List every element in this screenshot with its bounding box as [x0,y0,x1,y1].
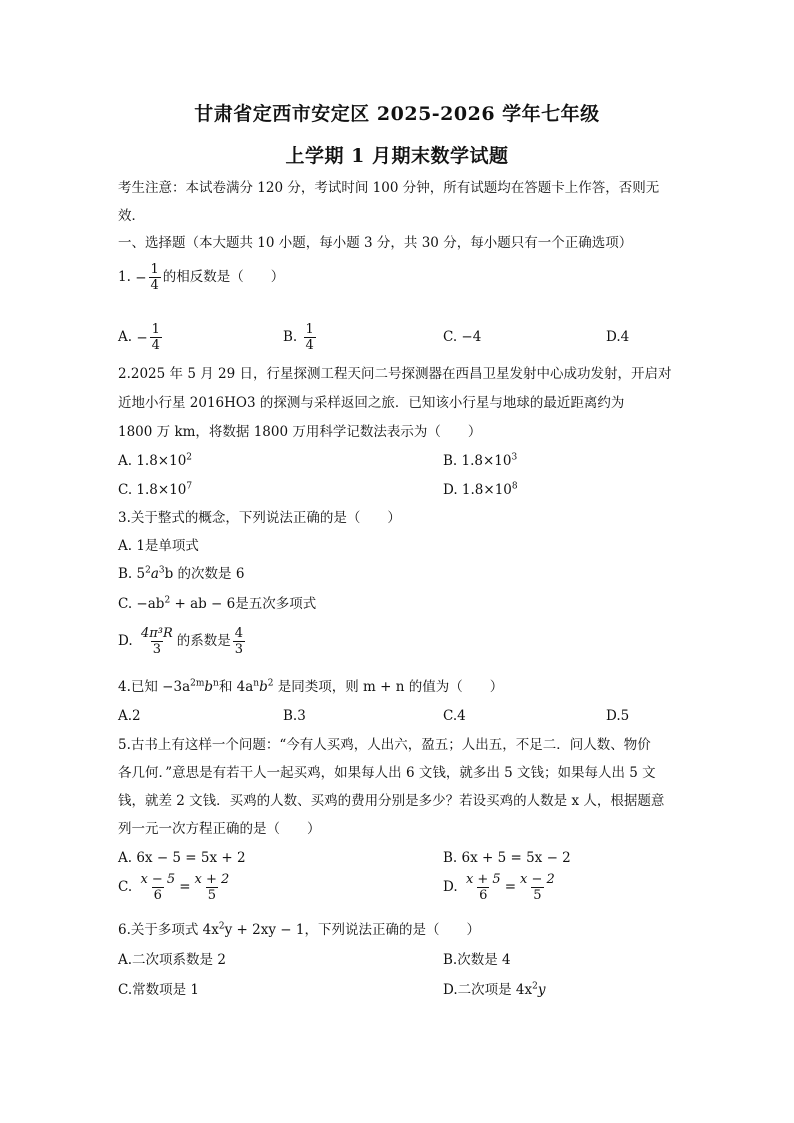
q6-option-b: B.次数是 4 [443,952,511,968]
q3-d-mid: 的系数是 [176,633,231,649]
q5-c-rd: 5 [207,888,217,903]
q6-stem [118,920,678,940]
q1-option-a-den: 4 [151,338,160,353]
notice-line-1: 考生注意：本试卷满分 120 分，考试时间 100 分钟，所有试题均在答题卡上作答，否则无 [118,180,660,196]
q2-option-b-base: B. 1.8×10 [443,453,512,469]
q2-option-a-exp: 2 [186,452,193,463]
q5-d-label: D. [443,879,458,895]
q3-option-b [118,564,244,584]
q6-option-a: A.二次项系数是 2 [118,952,226,968]
q1-option-a-label: A. [118,329,133,345]
q5-line-1: 5.古书上有这样一个问题：“今有人买鸡，人出六，盈五；人出五，不足二．问人数、物价 [118,737,651,753]
q3-option-a: A. 1是单项式 [118,538,199,554]
q5-line-2: 各几何．”意思是有若干人一起买鸡，如果每人出 6 文钱，就多出 5 文钱；如果每人出 5 文 [118,765,656,781]
q2-option-b [443,451,517,471]
q3-d-label: D. [118,633,133,649]
q4-option-c: C.4 [443,708,466,724]
notice-line-2: 效． [118,208,145,224]
q4-pre: 4.已知 −3a [118,679,191,695]
q5-d-rn: x − 2 [520,872,555,887]
q4-e4: 2 [267,678,274,689]
q3-b-e1: 2 [145,565,151,576]
q3-option-d [118,626,247,657]
q1-option-a-frac [150,322,162,353]
q3-b-post: b 的次数是 6 [164,566,245,582]
q3-option-c [118,594,316,614]
q1-stem-text: 的相反数是（ ） [162,269,285,285]
title-line-1: 甘肃省定西市安定区 2025-2026 学年七年级 [194,103,600,125]
q2-option-d-base: D. 1.8×10 [443,482,512,498]
title-line-2: 上学期 1 月期末数学试题 [285,145,509,167]
q6-option-c: C.常数项是 1 [118,982,200,998]
q5-d-lfrac [464,872,503,903]
q4-stem [118,677,678,697]
q5-option-b: B. 6x + 5 = 5x − 2 [443,850,571,866]
q4-option-d: D.5 [606,708,630,724]
q2-option-a [118,451,192,471]
q3-b-e2: 3 [158,565,165,576]
q3-d-frac [139,626,175,657]
q5-line-4: 列一元一次方程正确的是（ ） [118,821,321,837]
q6-d-e1: 2 [532,981,538,992]
q3-d-rfrac [233,626,245,657]
q6-post: y + 2xy − 1，下列说法正确的是（ ） [224,922,480,938]
section-heading: 一、选择题（本大题共 10 小题，每小题 3 分，共 30 分，每小题只有一个正确选项） [118,235,633,251]
q5-c-rfrac [193,872,232,903]
q3-d-num: 4π³R [140,626,173,641]
q1-option-a-num: 1 [151,322,160,337]
q5-d-ld: 6 [479,888,488,903]
q2-option-d [443,480,518,500]
q3-c-e1: 2 [164,595,171,606]
q6-d-pre: D.二次项是 4x [443,982,533,998]
q1-option-c: C. −4 [443,329,482,345]
q6-option-d [443,980,546,1000]
q1-sign: − [135,269,147,286]
q4-e2: n [213,678,219,689]
q1-option-a [118,322,164,353]
q2-line-2: 近地小行星 2016HO3 的探测与采样返回之旅．已知该小行星与地球的最近距离约为 [118,395,625,411]
q5-c-ln: x − 5 [140,872,176,887]
q2-option-c-base: C. 1.8×10 [118,482,187,498]
q2-option-a-base: A. 1.8×10 [118,453,187,469]
q3-d-rnum: 4 [234,626,244,641]
q6-e1: 2 [218,921,225,932]
q5-line-3: 钱，就差 2 文钱．买鸡的人数、买鸡的费用分别是多少？若设买鸡的人数是 x 人，根据题意 [118,793,665,809]
q6-pre: 6.关于多项式 4x [118,922,219,938]
q3-c-pre: C. −ab [118,596,165,612]
q5-c-label: C. [118,879,133,895]
q2-line-3: 1800 万 km，将数据 1800 万用科学记数法表示为（ ） [118,424,482,440]
q6-d-post: y [537,982,546,998]
q5-d-ln: x + 5 [465,872,501,887]
q2-line-1: 2.2025 年 5 月 29 日，行星探测工程天问二号探测器在西昌卫星发射中心成功发射，开启对 [118,366,672,382]
q2-option-c [118,480,192,500]
q3-stem: 3.关于整式的概念，下列说法正确的是（ ） [118,510,401,526]
q3-c-post: + ab − 6是五次多项式 [170,596,317,612]
q4-b2: b [259,679,268,695]
question-1-stem [118,262,678,293]
q3-b-pre: B. 5 [118,566,146,582]
q5-option-a: A. 6x − 5 = 5x + 2 [118,850,246,866]
q1-option-d: D.4 [606,329,630,345]
q2-option-d-exp: 8 [511,481,518,492]
q5-c-eq: = [179,879,191,895]
q5-d-eq: = [504,879,517,895]
q5-c-lfrac [138,872,177,903]
q1-option-b-label: B. [283,329,298,345]
q3-d-rden: 3 [234,642,244,657]
q4-e3: n [253,678,260,689]
q1-option-b-num: 1 [305,322,314,337]
q2-option-b-exp: 3 [511,452,518,463]
q1-option-a-sign: − [136,329,148,346]
q4-and: 和 4a [218,679,254,695]
q1-num: 1 [150,262,159,277]
q1-option-b-den: 4 [305,338,314,353]
q1-option-b-frac [304,322,316,353]
q1-den: 4 [150,278,159,293]
q3-d-den: 3 [152,642,161,657]
q4-post: 是同类项，则 m + n 的值为（ ） [273,679,504,695]
q4-b: b [204,679,214,695]
q1-number: 1. [118,269,131,285]
q5-c-rn: x + 2 [194,872,230,887]
q5-c-ld: 6 [153,888,162,903]
q2-option-c-exp: 7 [186,481,193,492]
q4-option-b: B.3 [283,708,306,724]
q5-option-c [118,872,233,903]
q4-e1: 2m [190,678,205,689]
q5-d-rfrac [518,872,557,903]
q5-d-rd: 5 [533,888,542,903]
q4-option-a: A.2 [118,708,141,724]
q1-option-b [283,322,318,353]
q1-fraction [149,262,161,293]
q3-b-mid: a [150,566,159,582]
q5-option-d [443,872,559,903]
